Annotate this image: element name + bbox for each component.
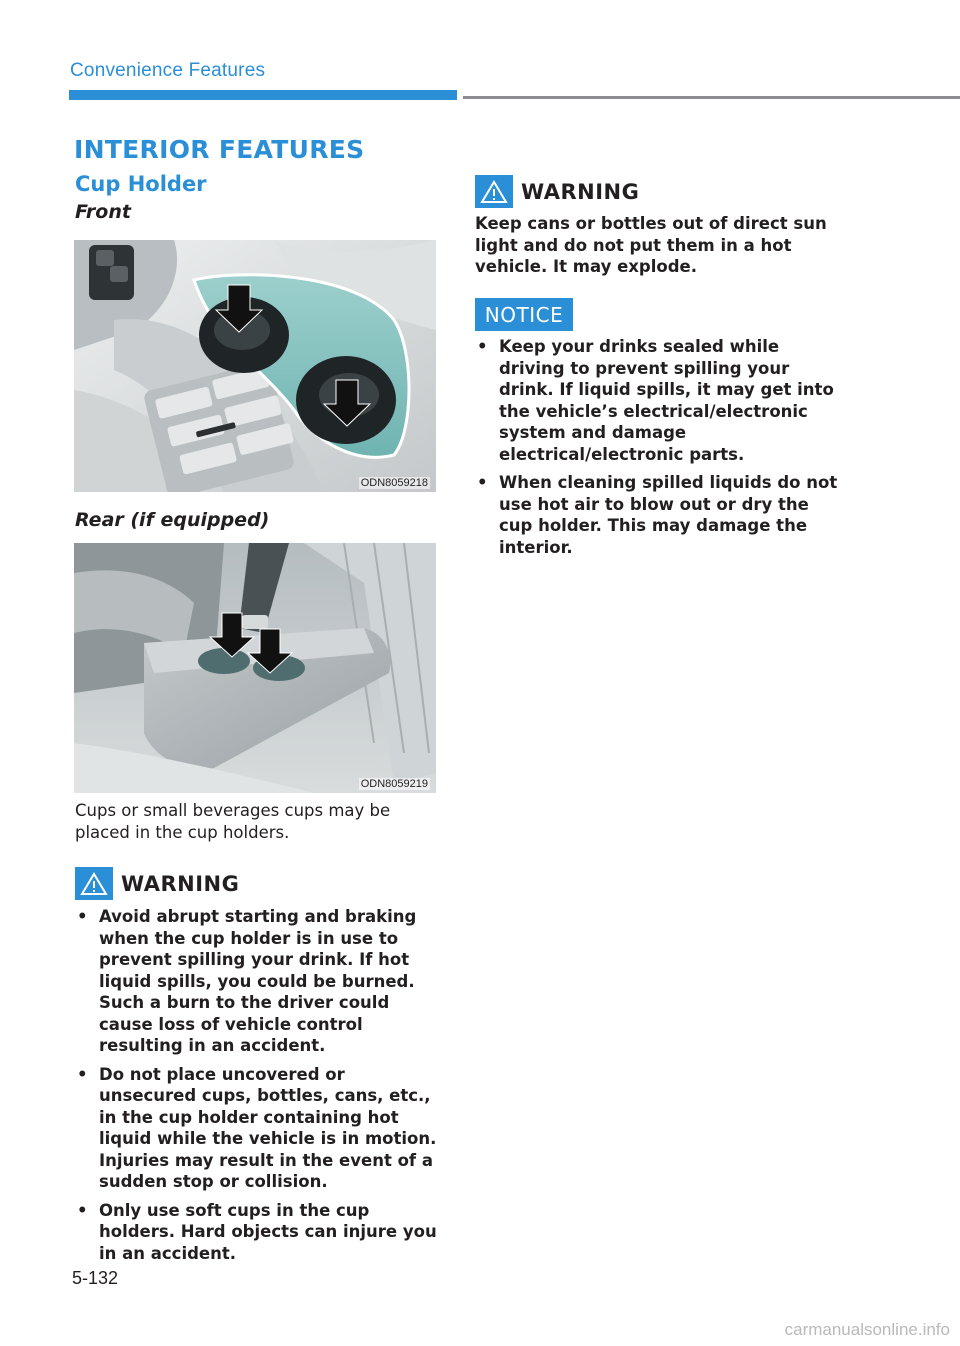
list-item: • Avoid abrupt starting and braking when the cup holder is in use to prevent spilling your drink. If hot liquid spills, you could be burned. Such a burn to the driver could cause loss of vehicle control resulting in an accident.: [77, 907, 417, 1055]
figure-code: ODN8059218: [360, 477, 428, 489]
intro-paragraph: Cups or small beverages cups may be placed in the cup holders.: [75, 801, 391, 842]
header-rule-accent: [69, 90, 457, 100]
warning-triangle-icon: [75, 867, 113, 900]
warning-triangle-icon: [475, 175, 513, 208]
warning-heading: [475, 175, 639, 208]
figure-code: ODN8059219: [360, 778, 428, 790]
header-rule-grey: [463, 96, 960, 99]
list-item: • Only use soft cups in the cup holders. Hard objects can injure you in an accident.: [77, 1200, 437, 1263]
warning-label: WARNING: [121, 871, 240, 896]
front-label: Front: [75, 201, 131, 223]
warning-heading: [75, 867, 239, 900]
warning-label: WARNING: [521, 179, 640, 204]
front-console-illustration: [74, 240, 436, 492]
notice-badge: NOTICE: [475, 298, 573, 331]
warning-list: [75, 906, 440, 1271]
section-title: INTERIOR FEATURES: [74, 135, 365, 164]
chapter-title: Convenience Features: [70, 60, 266, 81]
rear-label: Rear (if equipped): [75, 509, 270, 531]
rear-cup-holder-figure: [74, 543, 436, 793]
list-item: • Do not place uncovered or unsecured cups, bottles, cans, etc., in the cup holder containing hot liquid while the vehicle is in motion. Injuries may result in the event of a sudden stop or collision.: [77, 1064, 437, 1191]
rear-armrest-illustration: [74, 543, 436, 793]
list-item: • When cleaning spilled liquids do not use hot air to blow out or dry the cup holder. This may damage the interior.: [477, 473, 838, 557]
front-cup-holder-figure: [74, 240, 436, 492]
watermark: carmanualsonline.info: [784, 1320, 950, 1339]
notice-list: [475, 336, 840, 565]
page-number: 5-132: [72, 1268, 119, 1288]
cup-holder-heading: Cup Holder: [75, 172, 207, 196]
list-item: • Keep your drinks sealed while driving to prevent spilling your drink. If liquid spills, it may get into the vehicle’s electrical/electronic system and damage electrical/electronic parts.: [477, 337, 834, 464]
warning-text: Keep cans or bottles out of direct sun light and do not put them in a hot vehicle. It may explode.: [475, 214, 827, 276]
